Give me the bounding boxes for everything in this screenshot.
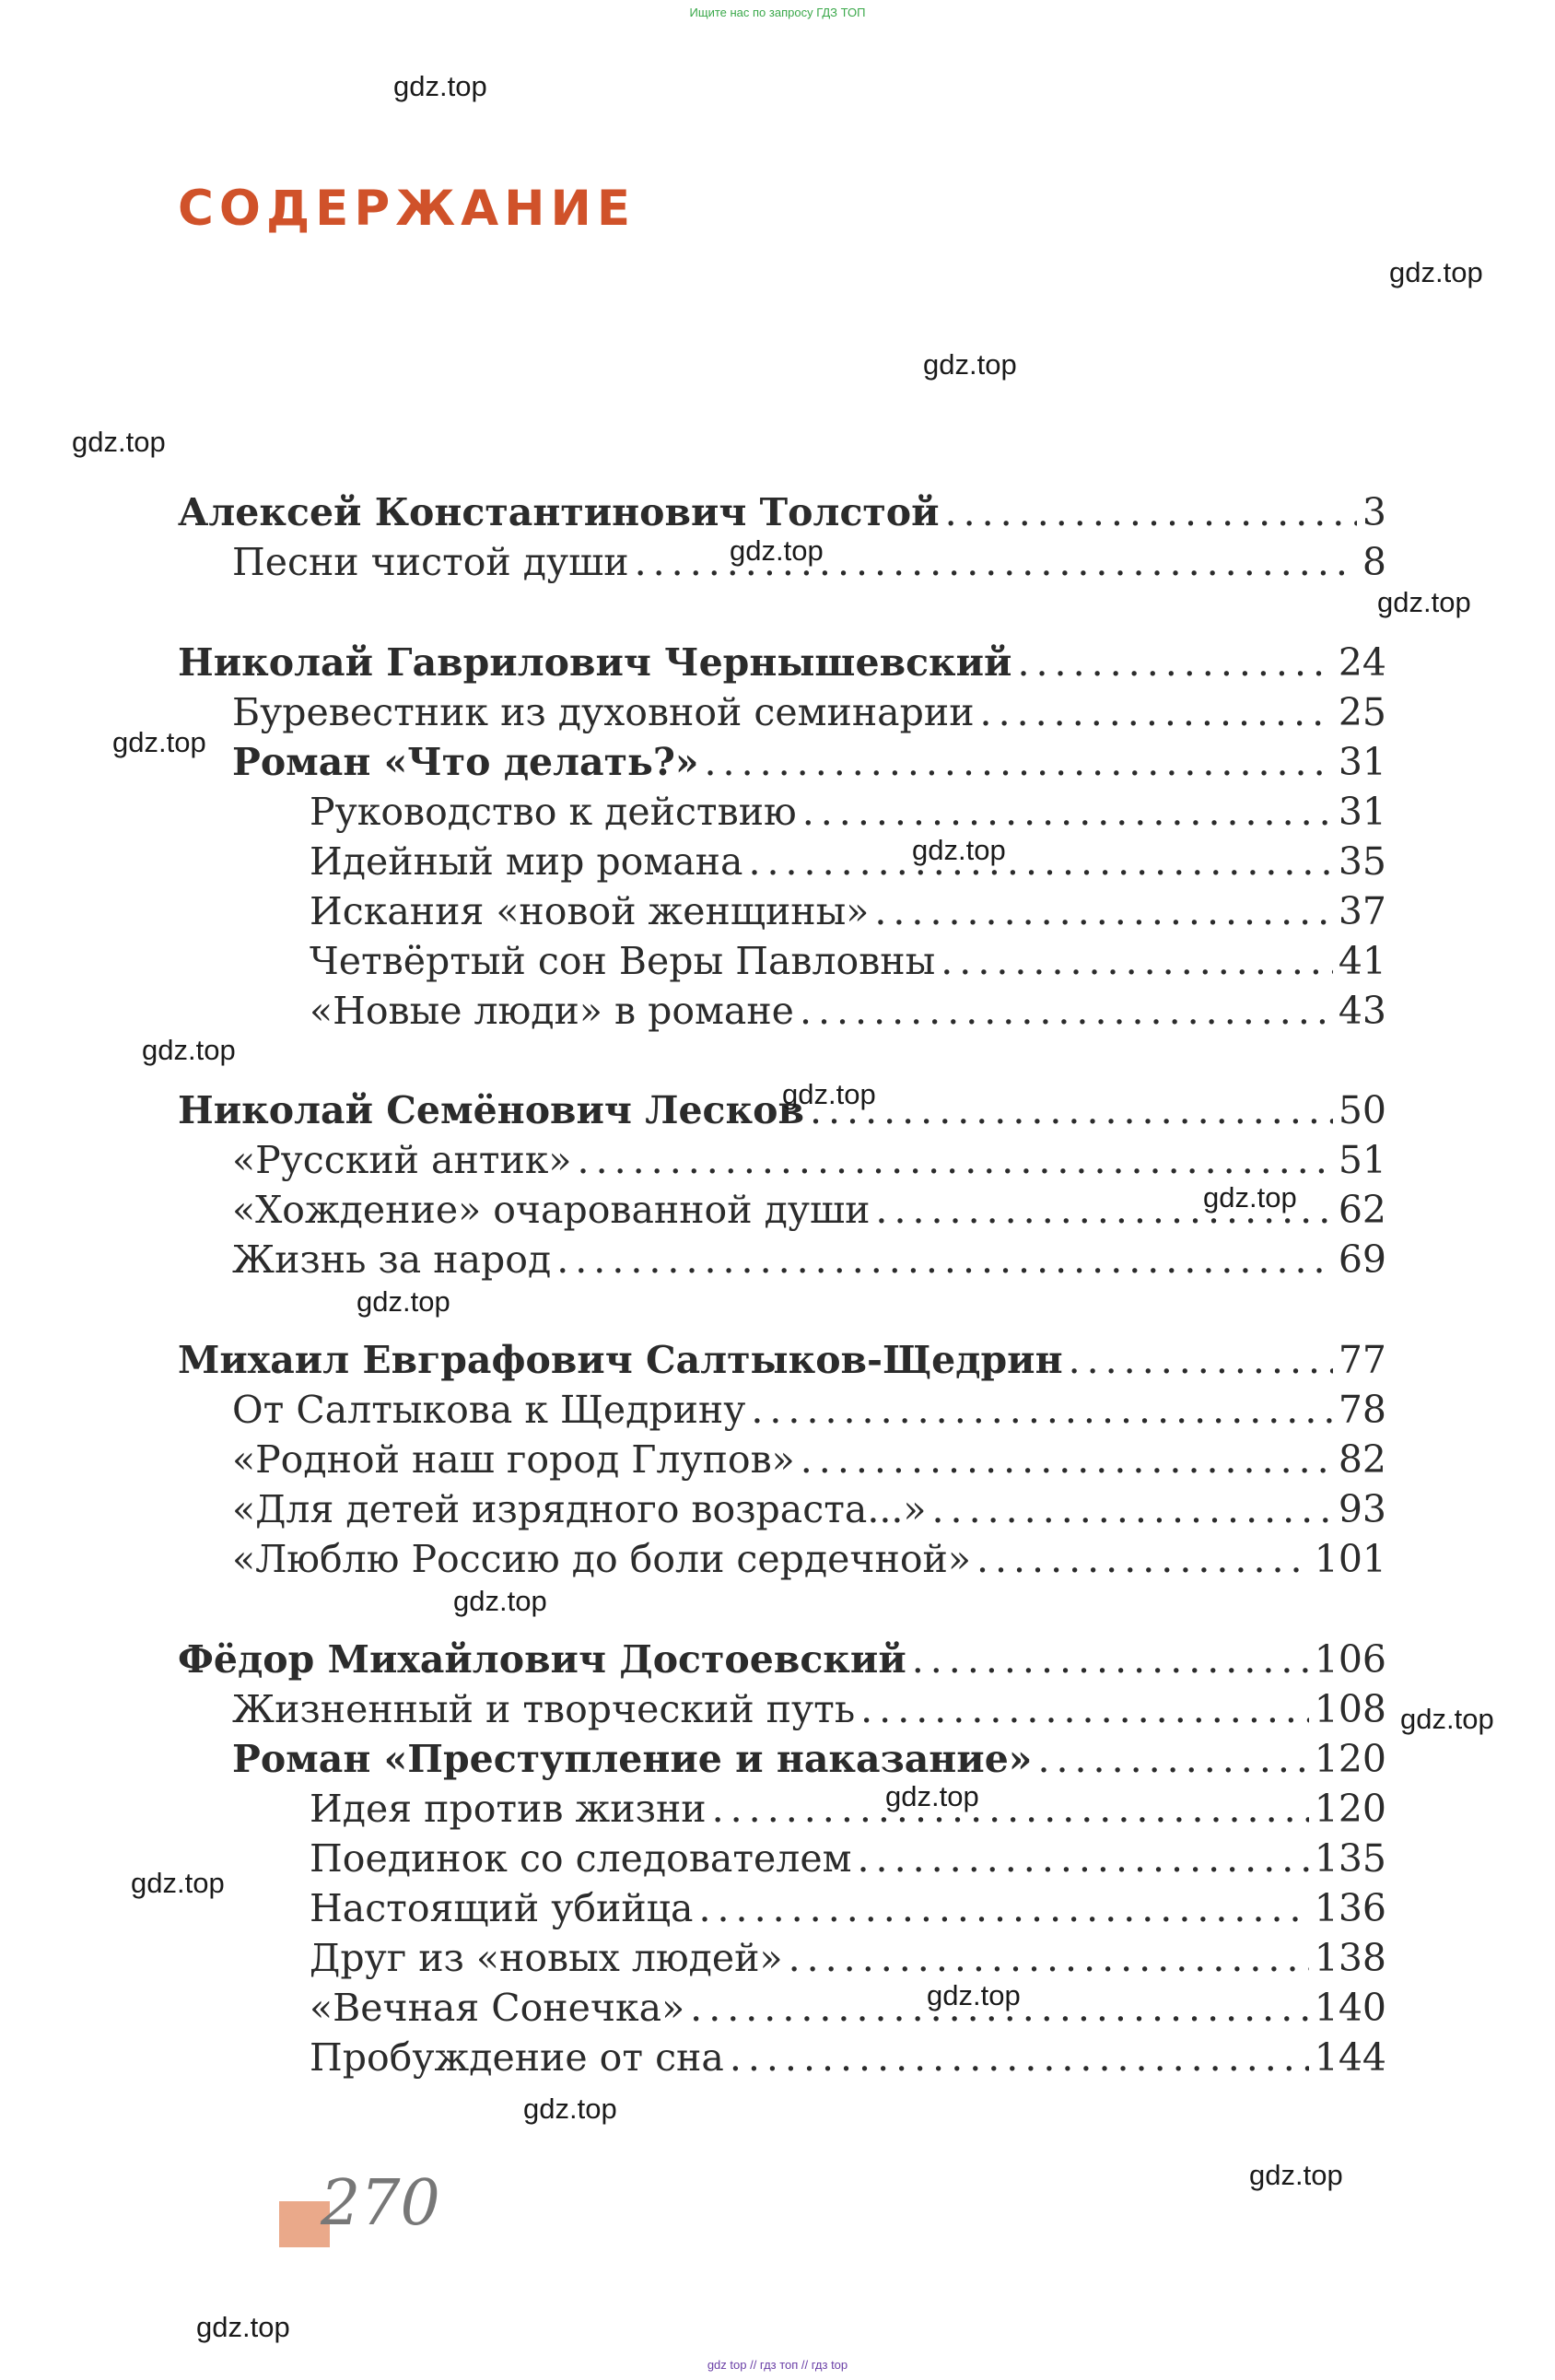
watermark: gdz.top (112, 726, 206, 758)
toc-entry: Руководство к действию ..... 31 (310, 789, 1386, 835)
watermark: gdz.top (1249, 2159, 1343, 2191)
toc-entry: Настоящий убийца ..... 136 (310, 1885, 1386, 1931)
toc-entry: «Для детей изрядного возраста...» ..... 93 (232, 1486, 1386, 1532)
toc-entry: Николай Семёнович Лесков ..... 50 (178, 1087, 1386, 1133)
watermark: gdz.top (357, 1285, 450, 1318)
toc-entry: Четвёртый сон Веры Павловны ..... 41 (310, 938, 1386, 984)
watermark: gdz.top (131, 1867, 225, 1899)
watermark: gdz.top (1389, 256, 1483, 288)
toc-entry: Друг из «новых людей» ..... 138 (310, 1935, 1386, 1981)
toc-entry: «Родной наш город Глупов» ..... 82 (232, 1436, 1386, 1483)
toc-entry: Буревестник из духовной семинарии ..... 25 (232, 689, 1386, 735)
bottom-banner: gdz top // гдз топ // гдз top (707, 2358, 848, 2372)
watermark: gdz.top (885, 1780, 979, 1812)
toc-entry: Идейный мир романа ..... 35 (310, 838, 1386, 885)
toc-entry: Николай Гаврилович Чернышевский ..... 24 (178, 639, 1386, 686)
toc-entry: Поединок со следователем ..... 135 (310, 1835, 1386, 1882)
toc-entry: От Салтыкова к Щедрину ..... 78 (232, 1387, 1386, 1433)
toc-entry: Михаил Евграфович Салтыков-Щедрин ..... 77 (178, 1337, 1386, 1383)
watermark: gdz.top (196, 2311, 290, 2343)
toc-entry: «Вечная Сонечка» ..... 140 (310, 1985, 1386, 2031)
toc-entry: Алексей Константинович Толстой ..... 3 (178, 489, 1386, 535)
watermark: gdz.top (1377, 586, 1471, 618)
toc-entry: Роман «Что делать?» ..... 31 (232, 739, 1386, 785)
toc-entry: Жизненный и творческий путь ..... 108 (232, 1686, 1386, 1732)
toc-entry: «Новые люди» в романе ..... 43 (310, 988, 1386, 1034)
watermark: gdz.top (142, 1034, 236, 1066)
toc-entry: Фёдор Михайлович Достоевский ..... 106 (178, 1636, 1386, 1682)
watermark: gdz.top (912, 834, 1006, 866)
toc-entry: Жизнь за народ ..... 69 (232, 1237, 1386, 1283)
toc-entry: Искания «новой женщины» ..... 37 (310, 888, 1386, 934)
watermark: gdz.top (72, 426, 166, 458)
watermark: gdz.top (1400, 1703, 1494, 1735)
watermark: gdz.top (523, 2093, 617, 2125)
toc-entry: Роман «Преступление и наказание» ..... 120 (232, 1736, 1386, 1782)
watermark: gdz.top (927, 1979, 1021, 2011)
toc-entry: «Русский антик» ..... 51 (232, 1137, 1386, 1183)
watermark: gdz.top (1203, 1181, 1297, 1213)
top-banner: Ищите нас по запросу ГДЗ ТОП (689, 6, 866, 19)
toc-entry: Пробуждение от сна ..... 144 (310, 2034, 1386, 2081)
toc-entry: «Хождение» очарованной души ..... 62 (232, 1187, 1386, 1233)
watermark: gdz.top (453, 1585, 547, 1617)
watermark: gdz.top (782, 1078, 876, 1110)
watermark: gdz.top (730, 534, 824, 567)
toc-entry: Песни чистой души ..... 8 (232, 539, 1386, 585)
watermark: gdz.top (923, 348, 1017, 381)
toc-entry: «Люблю Россию до боли сердечной» ..... 101 (232, 1536, 1386, 1582)
watermark: gdz.top (393, 70, 487, 102)
page-title: СОДЕРЖАНИЕ (178, 181, 637, 237)
toc-entry: Идея против жизни ..... 120 (310, 1786, 1386, 1832)
page-number: 270 (321, 2167, 440, 2240)
